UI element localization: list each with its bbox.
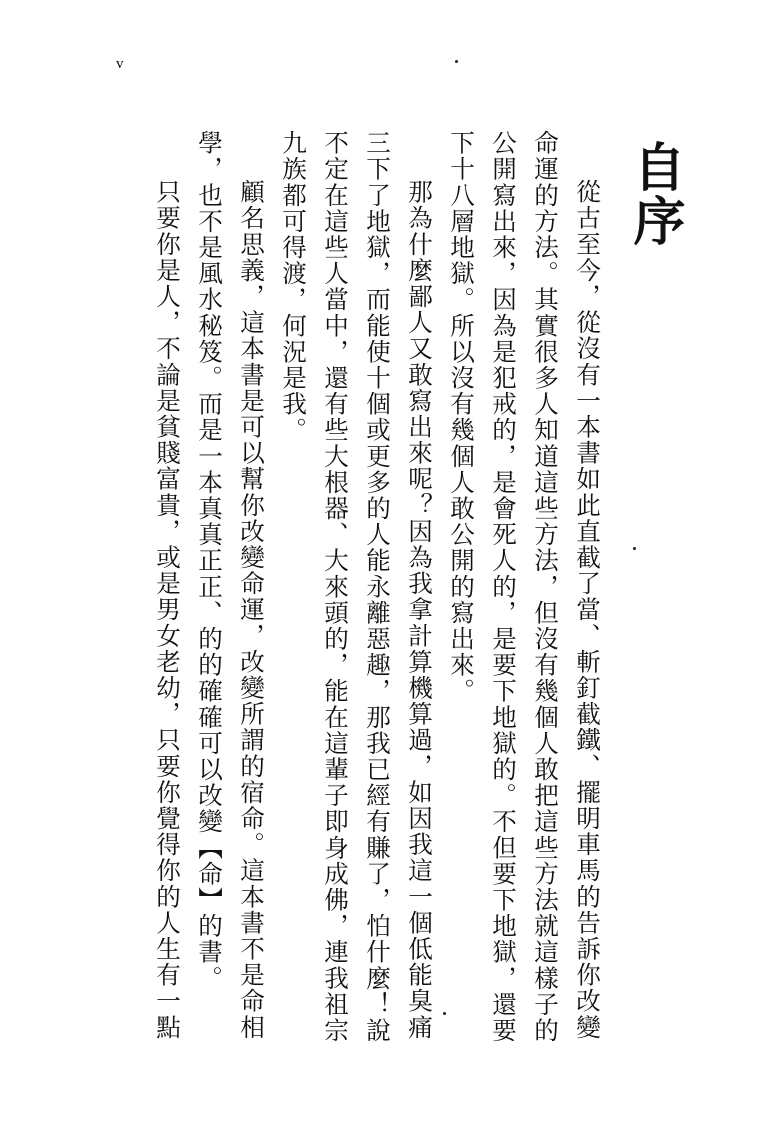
page-title: 自序 [624, 140, 685, 248]
paragraph-4: 只要你是人，不論是貧賤富貴，或是男女老幼，只要你覺得你的人生有一點 [153, 179, 182, 1041]
scan-speck [455, 60, 458, 63]
paragraph-2: 那為什麼鄙人又敢寫出來呢？因為我拿計算機算過，如因我這一個低能臭痛三下了地獄，而能使十個或更多的人能永離惡趣，那我已經有賺了，怕什麼！說不定在這些人當中，還有些大根器、大來頭的，能在這輩子即身成佛，連我祖宗九族都可得渡，何況是我。 [279, 130, 434, 1044]
paragraph-3: 顧名思義，這本書是可以幫你改變命運，改變所謂的宿命。這本書不是命相學，也不是風水秘笈。而是一本真真正正、的的確確可以改變【命】的書。 [195, 130, 266, 1041]
scan-speck [443, 1012, 446, 1015]
page-number: v [116, 56, 124, 72]
preface-body [146, 130, 608, 1050]
scan-speck [633, 547, 636, 550]
paragraph-1: 從古至今，從沒有一本書如此直截了當、斬釘截鐵、擺明車馬的告訴你改變命運的方法。其實很多人知道這些方法，但沒有幾個人敢把這些方法就這樣子的公開寫出來，因為是犯戒的，是會死人的，是要下地獄的。不但要下地獄，還要下十八層地獄。所以沒有幾個人敢公開的寫出來。 [447, 130, 602, 1044]
